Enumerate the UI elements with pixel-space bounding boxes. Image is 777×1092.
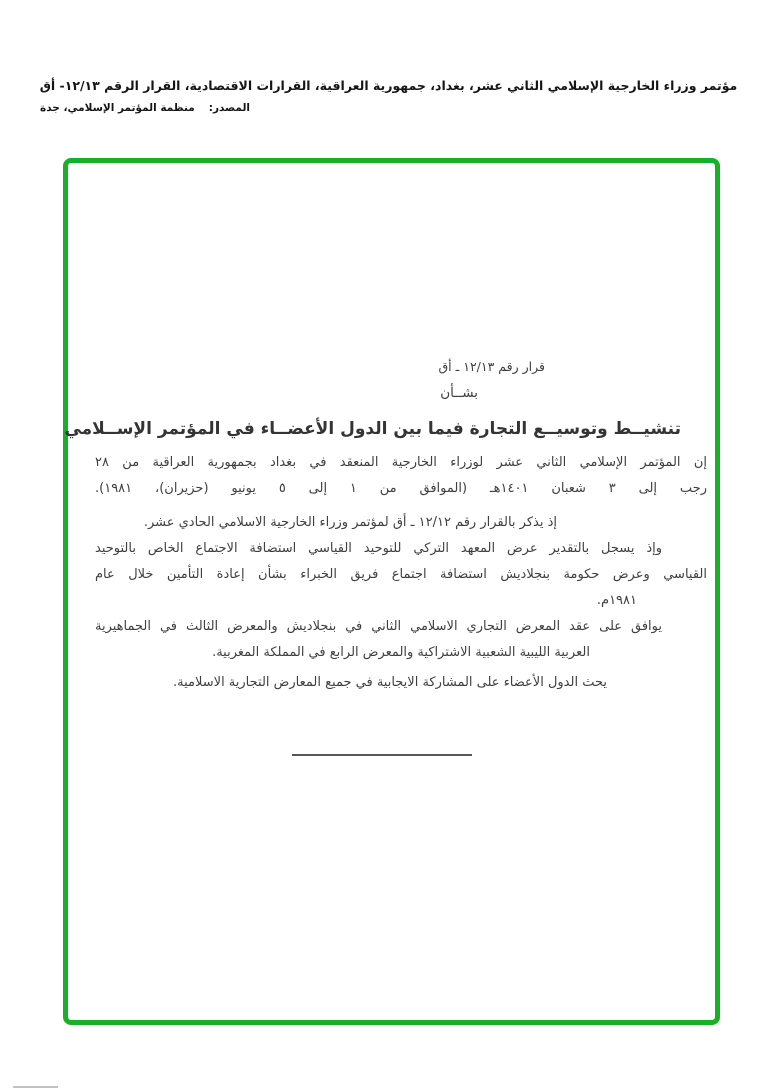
resolution-body [64, 352, 707, 756]
urge-clause: يحث الدول الأعضاء على المشاركة الايجابية في جميع المعارض التجارية الاسلامية. [173, 675, 607, 690]
preamble-line-1: إن المؤتمر الإسلامي الثاني عشر لوزراء الخارجية المنعقد في بغداد بجمهورية العراقية من ٢٨ [95, 455, 707, 470]
record-clause-line-2: القياسي وعرض حكومة بنجلاديش استضافة اجتماع فريق الخبراء بشأن إعادة التأمين خلال عام [95, 567, 707, 582]
recall-clause: إذ يذكر بالقرار رقم ١٢/١٢ ـ أق لمؤتمر وزراء الخارجية الاسلامي الحادي عشر. [143, 515, 557, 530]
decision-number: قرار رقم ١٢/١٣ ـ أق [438, 359, 545, 374]
scan-artifact-line [13, 1086, 58, 1088]
resolution-title: تنشيــط وتوسيــع التجارة فيما بين الدول الأعضــاء في المؤتمر الإســلامي [64, 419, 681, 439]
source-label: المصدر: [208, 102, 250, 114]
header-source-line [40, 102, 250, 114]
approval-clause-line-1: يوافق على عقد المعرض التجاري الاسلامي الثاني في بنجلاديش والمعرض الثالث في الجماهيرية [95, 619, 662, 634]
preamble-line-2: رجب إلى ٣ شعبان ١٤٠١هـ (الموافق من ١ إلى ٥ يونيو (حزيران)، ١٩٨١). [95, 481, 707, 496]
record-clause-year: ١٩٨١م. [596, 593, 637, 608]
source-value: منظمة المؤتمر الإسلامي، جدة [40, 102, 195, 114]
approval-clause-line-2: العربية الليبية الشعبية الاشتراكية والمعرض الرابع في المملكة المغربية. [212, 645, 590, 660]
record-clause-line-1: وإذ يسجل بالتقدير عرض المعهد التركي للتوحيد القياسي استضافة الاجتماع الخاص بالتوحيد [95, 541, 662, 556]
regarding-label: بشــأن [440, 385, 478, 401]
header-citation-line: مؤتمر وزراء الخارجية الإسلامي الثاني عشر، بغداد، جمهورية العراقية، القرارات الاقتصادية، القرار الرقم ١٢/١٣- أق [39, 78, 738, 93]
document-header [0, 74, 777, 114]
end-divider-rule [292, 754, 472, 756]
